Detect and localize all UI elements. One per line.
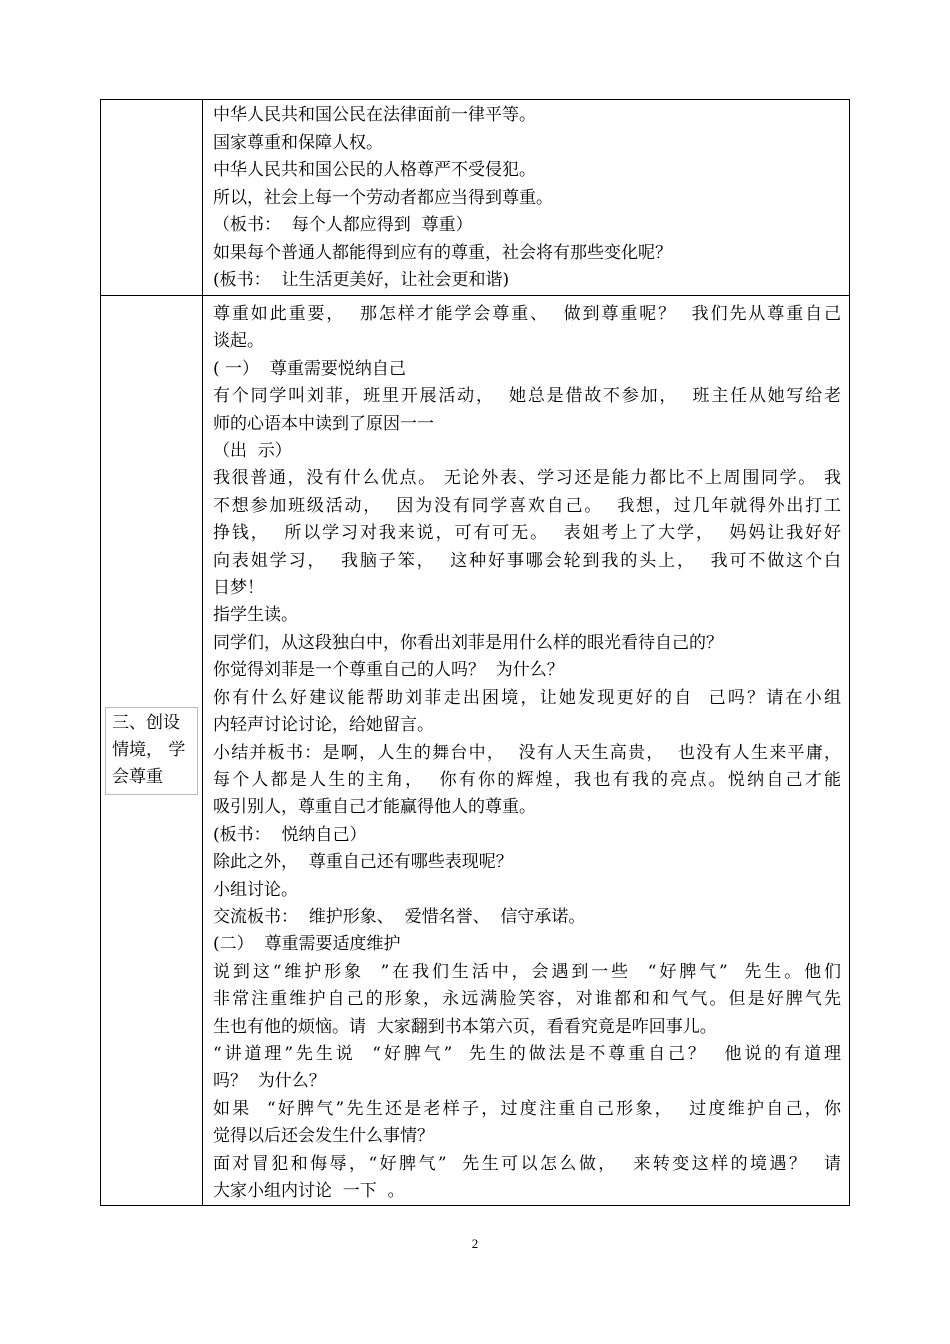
text-line: （出 示） — [213, 441, 292, 462]
text-line: (二） 尊重需要适度维护 — [213, 934, 401, 955]
text-line: 你有什么好建议能帮助刘菲走出困境，让她发现更好的自 己吗？请在小组 — [213, 687, 841, 708]
text-line: 国家尊重和保障人权。 — [213, 132, 383, 153]
text-line: ( 一） 尊重需要悦纳自己 — [213, 358, 406, 379]
text-line: 师的心语本中读到了原因一一 — [213, 413, 434, 434]
text-line: 谈起。 — [213, 331, 264, 352]
text-line: 日梦！ — [213, 578, 264, 599]
text-line: 同学们，从这段独白中，你看出刘菲是用什么样的眼光看待自己的？ — [213, 632, 723, 653]
table-row — [101, 296, 850, 1206]
text-line: 有个同学叫刘菲，班里开展活动， 她总是借故不参加， 班主任从她写给老 — [213, 386, 841, 407]
page-number: 2 — [471, 1236, 479, 1251]
text-line: 说到这“维护形象 ”在我们生活中，会遇到一些 “好脾气” 先生。他们 — [213, 961, 841, 982]
text-line: (板书： 让生活更美好，让社会更和谐) — [213, 270, 510, 290]
text-line: 交流板书： 维护形象、 爱惜名誉、 信守承诺。 — [213, 906, 586, 927]
section-label-line: 会尊重 — [112, 766, 163, 787]
lesson-plan-table — [100, 99, 850, 1206]
text-line: 所以，社会上每一个劳动者都应当得到尊重。 — [213, 187, 553, 208]
text-line: 小结并板书：是啊，人生的舞台中， 没有人天生高贵， 也没有人生来平庸， — [213, 742, 841, 763]
text-line: 中华人民共和国公民在法律面前一律平等。 — [213, 105, 536, 125]
text-line: 我很普通，没有什么优点。 无论外表、学习还是能力都比不上周围同学。 我 — [213, 468, 841, 489]
content-block — [203, 296, 849, 1205]
text-line: 面对冒犯和侮辱，“好脾气” 先生可以怎么做， 来转变这样的境遇？ 请 — [213, 1153, 841, 1174]
table-row — [101, 100, 850, 296]
text-line: “讲道理”先生说 “好脾气” 先生的做法是不尊重自己？ 他说的有道理 — [213, 1043, 841, 1064]
text-line: 小组讨论。 — [213, 879, 298, 900]
text-line: 吗？ 为什么？ — [213, 1071, 326, 1092]
section-cell — [101, 296, 203, 1206]
content-cell — [203, 296, 850, 1206]
text-line: 除此之外， 尊重自己还有哪些表现呢？ — [213, 852, 513, 873]
text-line: 每个人都是人生的主角， 你有你的辉煌，我也有我的亮点。悦纳自己才能 — [213, 769, 841, 790]
text-line: 指学生读。 — [213, 605, 298, 626]
text-line: 大家小组内讨论 一下 。 — [213, 1181, 405, 1201]
content-block — [203, 100, 849, 295]
text-line: (板书： 悦纳自己） — [213, 824, 367, 845]
text-line: 向表姐学习， 我脑子笨， 这种好事哪会轮到我的头上， 我可不做这个白 — [213, 550, 841, 571]
text-line: 吸引别人，尊重自己才能赢得他人的尊重。 — [213, 797, 536, 818]
text-line: 非常注重维护自己的形象，永远满脸笑容，对谁都和和气气。但是好脾气先 — [213, 989, 841, 1010]
text-line: 中华人民共和国公民的人格尊严不受侵犯。 — [213, 160, 536, 180]
text-line: 不想参加班级活动， 因为没有同学喜欢自己。 我想，过几年就得外出打工 — [213, 495, 841, 516]
text-line: 你觉得刘菲是一个尊重自己的人吗？ 为什么？ — [213, 660, 564, 681]
section-label-line: 情境， 学 — [112, 739, 186, 760]
text-line: 尊重如此重要， 那怎样才能学会尊重、 做到尊重呢？ 我们先从尊重自己 — [213, 304, 841, 324]
text-line: 觉得以后还会发生什么事情？ — [213, 1126, 434, 1147]
content-cell — [203, 100, 850, 296]
section-cell-empty — [101, 100, 203, 296]
text-line: 如果 “好脾气”先生还是老样子，过度注重自己形象， 过度维护自己，你 — [213, 1098, 841, 1119]
text-line: （板书： 每个人都应得到 尊重） — [213, 215, 473, 235]
section-label — [105, 707, 198, 795]
text-line: 挣钱， 所以学习对我来说，可有可无。 表姐考上了大学， 妈妈让我好好 — [213, 523, 841, 544]
text-line: 生也有他的烦恼。请 大家翻到书本第六页，看看究竟是咋回事儿。 — [213, 1016, 717, 1037]
section-label-line: 三、创设 — [112, 712, 180, 733]
text-line: 如果每个普通人都能得到应有的尊重，社会将有那些变化呢？ — [213, 242, 672, 263]
text-line: 内轻声讨论讨论，给她留言。 — [213, 715, 434, 736]
